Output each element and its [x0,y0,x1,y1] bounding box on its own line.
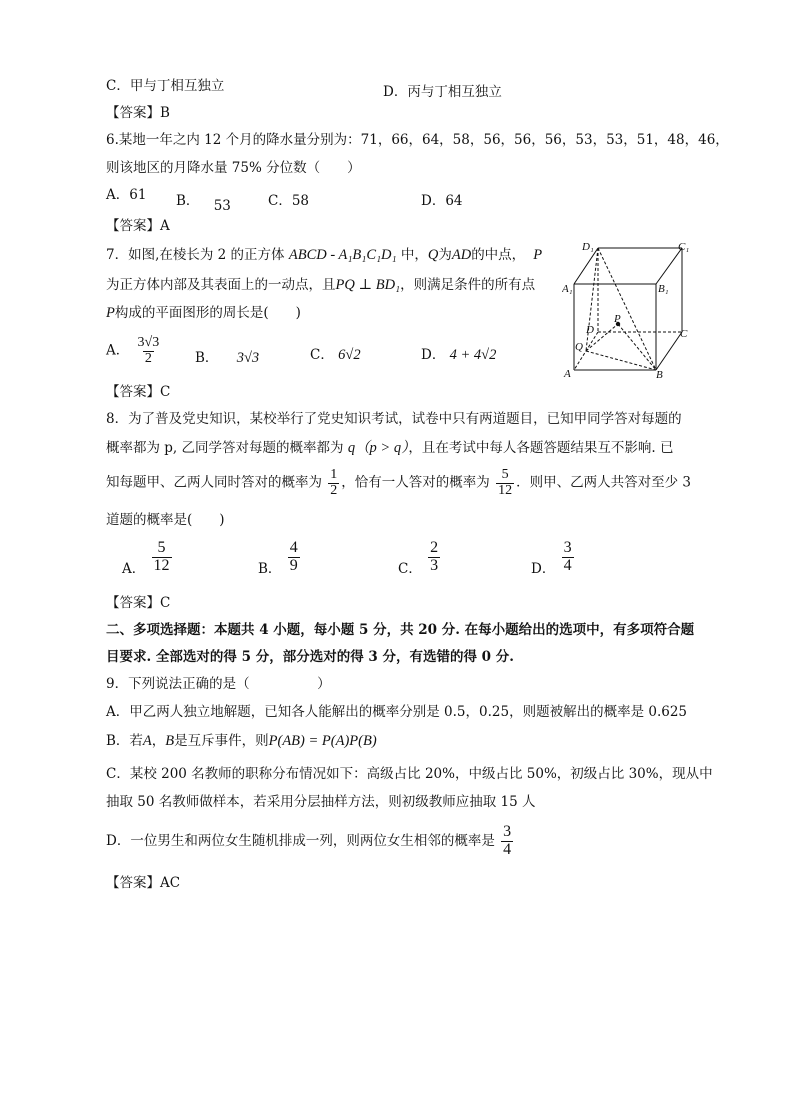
q7-text: 构成的平面图形的周长是( ) [114,305,301,321]
q9-option-d-fraction [501,824,513,859]
section-2-heading-line1: 二、多项选择题：本题共 4 小题，每小题 5 分，共 20 分. 在每小题给出的选项中，有多项符合题 [106,622,695,638]
q8-condition: q（p > q） [347,440,409,456]
q8-text: ．则甲、乙两人共答对至少 3 [516,474,691,491]
fraction-denominator: 2 [144,350,152,366]
q5-option-c: C．甲与丁相互独立 [106,78,225,94]
q7-answer: 【答案】C [106,384,171,400]
q9-option-c-line2: 抽取 50 名教师做样本，若采用分层抽样方法，则初级教师应抽取 15 人 [106,794,536,810]
q7-text: ，则满足条件的所有点 [400,277,536,293]
q8-option-c [398,540,442,575]
label-a1: A₁ [562,283,573,295]
q7-point-p: P [106,305,115,321]
q7-text: 为正方体内部及其表面上的一动点，且 [106,277,336,293]
q7-cube-name: ABCD - A₁B₁C₁D₁ [288,247,397,263]
q9-formula: P(AB) = P(A)P(B) [268,733,377,749]
q7-option-a-label: A． [106,342,130,359]
q9-option-a: A．甲乙两人独立地解题，已知各人能解出的概率分别是 0.5，0.25，则题被解出的概率是 0.625 [106,704,688,720]
q8-text: 知每题甲、乙两人同时答对的概率为 [106,474,322,491]
label-b: B [656,369,663,380]
q8-option-b-label: B． [258,560,282,577]
q8-option-d-fraction [562,540,574,575]
q9-answer: 【答案】AC [106,875,181,891]
q8-fraction-half [328,468,339,498]
q8-option-b [258,540,302,575]
label-c1: C₁ [678,241,690,253]
fraction-denominator: 4 [503,840,512,858]
q7-option-d-value: 4 + 4√2 [449,347,497,363]
q6-option-b [176,189,231,214]
q8-option-d-label: D． [531,560,556,577]
label-d: D [586,324,594,336]
q8-option-c-label: C． [398,560,422,577]
label-b1: B₁ [658,283,669,295]
fraction-denominator: 12 [153,556,170,574]
q8-stem-line3 [106,468,691,498]
label-d1: D₁ [582,241,594,253]
q6-stem-line1: 6.某地一年之内 12 个月的降水量分别为：71，66，64，58，56，56，56，53，53，51，48，46， [106,132,729,148]
q7-option-b [195,346,259,367]
q7-option-c [310,343,361,364]
q8-option-a-label: A． [122,560,146,577]
fraction-numerator: 3 [563,539,572,556]
q6-option-d: D．64 [421,193,463,209]
q8-stem-line2 [106,441,673,456]
fraction-numerator: 2 [430,539,439,556]
cube-edge [656,248,682,284]
section-2-heading-line2: 目要求. 全部选对的得 5 分，部分选对的得 3 分，有选错的得 0 分. [106,649,514,665]
q9-event-a: A [142,733,152,749]
q9-text: ， [151,733,166,749]
q7-option-b-value: 3√3 [236,350,260,366]
q9-stem: 9．下列说法正确的是（ ） [106,676,331,692]
q9-text: 是互斥事件，则 [174,733,269,749]
fraction-numerator: 1 [330,467,338,482]
fraction-denominator: 2 [330,482,338,498]
q8-text: ，且在考试中每人各题答题结果互不影响. 已 [408,440,674,456]
q6-option-b-value: 53 [213,198,231,214]
fraction-numerator: 5 [157,539,166,556]
q7-text: 的中点， [471,247,526,263]
q8-option-b-fraction [288,540,300,575]
q7-text: 为 [438,247,452,263]
q9-option-b [106,734,377,749]
q6-option-b-label: B． [176,193,200,209]
q8-fraction-five-twelfths [496,468,514,498]
fraction-numerator: 5 [501,467,509,482]
fraction-denominator: 4 [563,556,572,574]
q7-stem-line3 [106,306,301,321]
q6-answer: 【答案】A [106,218,170,234]
q8-option-c-fraction [428,540,440,575]
q8-option-a-fraction [152,540,172,575]
q5-answer: 【答案】B [106,105,170,121]
q7-condition: PQ ⊥ BD₁ [335,277,401,293]
q8-answer: 【答案】C [106,595,171,611]
q8-stem-line1: 8．为了普及党史知识，某校举行了党史知识考试，试卷中只有两道题目，已知甲同学答对每题的 [106,411,682,427]
q5-option-d: D．丙与丁相互独立 [383,84,502,100]
q7-option-d [421,343,496,364]
q7-point-q: Q [427,247,439,263]
q7-option-b-label: B． [195,350,219,366]
fraction-numerator: 4 [289,539,298,556]
fraction-numerator: 3√3 [137,335,160,350]
q7-option-a [106,336,163,366]
q9-text: D．一位男生和两位女生随机排成一列，则两位女生相邻的概率是 [106,832,495,849]
q7-stem-line1 [106,248,542,263]
q9-option-d [106,824,515,859]
q8-option-a [122,540,174,575]
label-c: C [680,328,688,340]
q8-text: 概率都为 p, 乙同学答对每题的概率都为 [106,440,344,456]
q7-point-p: P [533,247,543,263]
cube-edge [656,332,682,370]
label-a: A [564,368,571,380]
fraction-denominator: 9 [289,556,298,574]
q7-segment-ad: AD [451,247,472,263]
q7-text: 中， [400,247,428,263]
q8-option-d [531,540,576,575]
q8-stem-line4: 道题的概率是( ) [106,512,225,528]
q7-option-c-label: C． [310,347,334,363]
segment-q-b [586,351,656,370]
q7-option-c-value: 6√2 [338,347,361,363]
q9-event-b: B [165,733,175,749]
q6-option-c: C．58 [268,193,310,209]
diagonal-bd1 [598,248,656,370]
q8-text: ，恰有一人答对的概率为 [341,474,490,491]
q6-stem-line2: 则该地区的月降水量 75% 分位数（ ） [106,160,361,176]
q9-option-c-line1: C．某校 200 名教师的职称分布情况如下：高级占比 20%，中级占比 50%，初级占比 30%，现从中 [106,766,713,782]
fraction-denominator: 3 [430,556,439,574]
q7-option-d-label: D． [421,347,446,363]
label-q: Q [575,341,583,353]
q7-text: 7．如图,在棱长为 2 的正方体 [106,247,285,263]
q9-text: B．若 [106,733,143,749]
q6-option-a: A．61 [106,187,147,203]
q7-stem-line2 [106,278,535,293]
cube-figure [562,240,692,380]
fraction-denominator: 12 [498,482,513,498]
label-p: P [614,313,621,325]
q7-option-a-fraction [136,336,162,366]
fraction-numerator: 3 [503,823,512,840]
